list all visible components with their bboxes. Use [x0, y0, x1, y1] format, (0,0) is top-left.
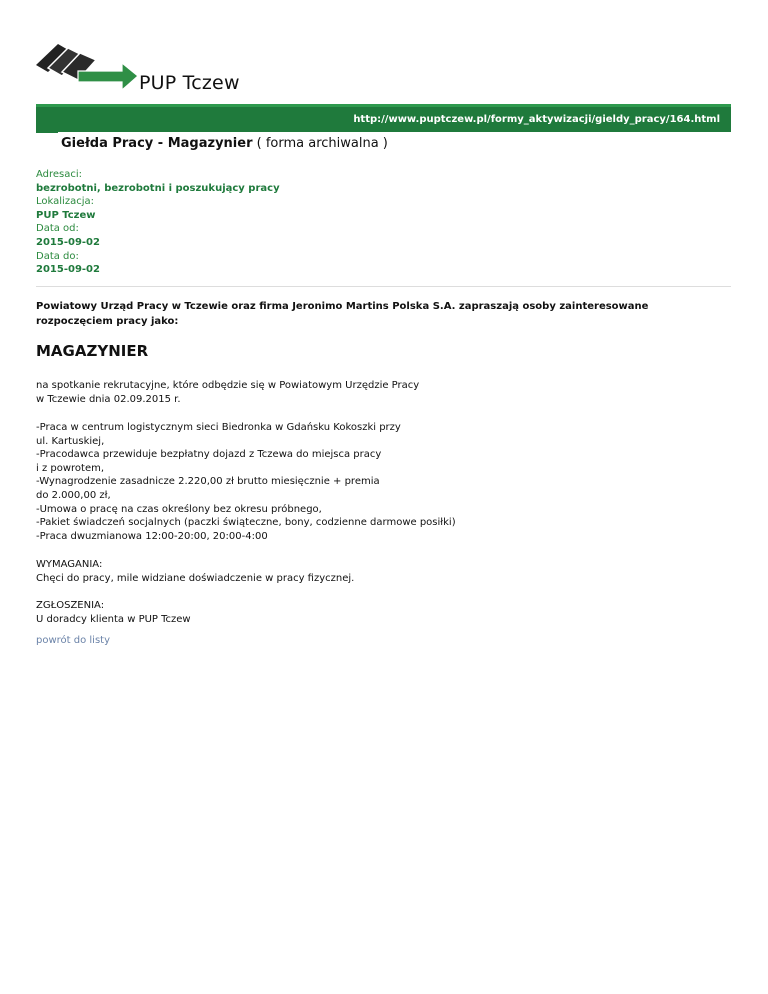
location-label: Lokalizacja: [36, 196, 94, 208]
date-from-label: Data od: [36, 223, 79, 235]
date-to-value: 2015-09-02 [36, 264, 100, 276]
page-title-main: Giełda Pracy - Magazynier [61, 136, 253, 151]
applications-text: U doradcy klienta w PUP Tczew [36, 613, 191, 625]
detail-line: -Pakiet świadczeń socjalnych (paczki świąteczne, bony, codzienne darmowe posiłki) [36, 517, 456, 529]
offer-details [36, 421, 726, 543]
job-title: MAGAZYNIER [36, 342, 149, 360]
meeting-info [36, 379, 726, 406]
detail-line: -Praca dwuzmianowa 12:00-20:00, 20:00-4:00 [36, 530, 268, 542]
detail-line: ul. Kartuskiej, [36, 435, 105, 447]
addressees-value: bezrobotni, bezrobotni i poszukujący pracy [36, 182, 280, 194]
pup-logo-icon[interactable] [34, 38, 144, 98]
detail-line: -Umowa o pracę na czas określony bez okresu próbnego, [36, 503, 322, 515]
location-value: PUP Tczew [36, 209, 96, 221]
url-bar [36, 104, 731, 132]
page-title [61, 136, 388, 151]
addressees-label: Adresaci: [36, 169, 83, 180]
applications-section [36, 599, 726, 626]
date-to-label: Data do: [36, 250, 79, 262]
offer-meta [36, 168, 280, 277]
detail-line: do 2.000,00 zł, [36, 489, 111, 501]
site-name[interactable]: PUP Tczew [139, 72, 240, 94]
requirements-heading: WYMAGANIA: [36, 559, 103, 570]
meeting-line: na spotkanie rekrutacyjne, które odbędzie się w Powiatowym Urzędzie Pracy [36, 380, 420, 391]
detail-line: -Praca w centrum logistycznym sieci Biedronka w Gdańsku Kokoszki przy [36, 422, 401, 433]
requirements-section [36, 558, 726, 585]
meeting-line: w Tczewie dnia 02.09.2015 r. [36, 393, 181, 405]
page-title-suffix: ( forma archiwalna ) [256, 136, 388, 151]
requirements-text: Chęci do pracy, mile widziane doświadczenie w pracy fizycznej. [36, 572, 355, 584]
date-from-value: 2015-09-02 [36, 236, 100, 248]
detail-line: -Pracodawca przewiduje bezpłatny dojazd z Tczewa do miejsca pracy [36, 449, 382, 461]
content-divider [36, 286, 731, 287]
detail-line: -Wynagrodzenie zasadnicze 2.220,00 zł brutto miesięcznie + premia [36, 476, 380, 488]
applications-heading: ZGŁOSZENIA: [36, 600, 105, 611]
page-url[interactable]: http://www.puptczew.pl/formy_aktywizacji/gieldy_pracy/164.html [353, 114, 720, 125]
detail-line: i z powrotem, [36, 462, 105, 474]
offer-intro: Powiatowy Urząd Pracy w Tczewie oraz firma Jeronimo Martins Polska S.A. zapraszają osoby zainteresowane rozpoczęciem pracy jako: [36, 301, 649, 327]
url-bar-edge [36, 132, 58, 133]
back-to-list-link[interactable]: powrót do listy [36, 635, 111, 646]
